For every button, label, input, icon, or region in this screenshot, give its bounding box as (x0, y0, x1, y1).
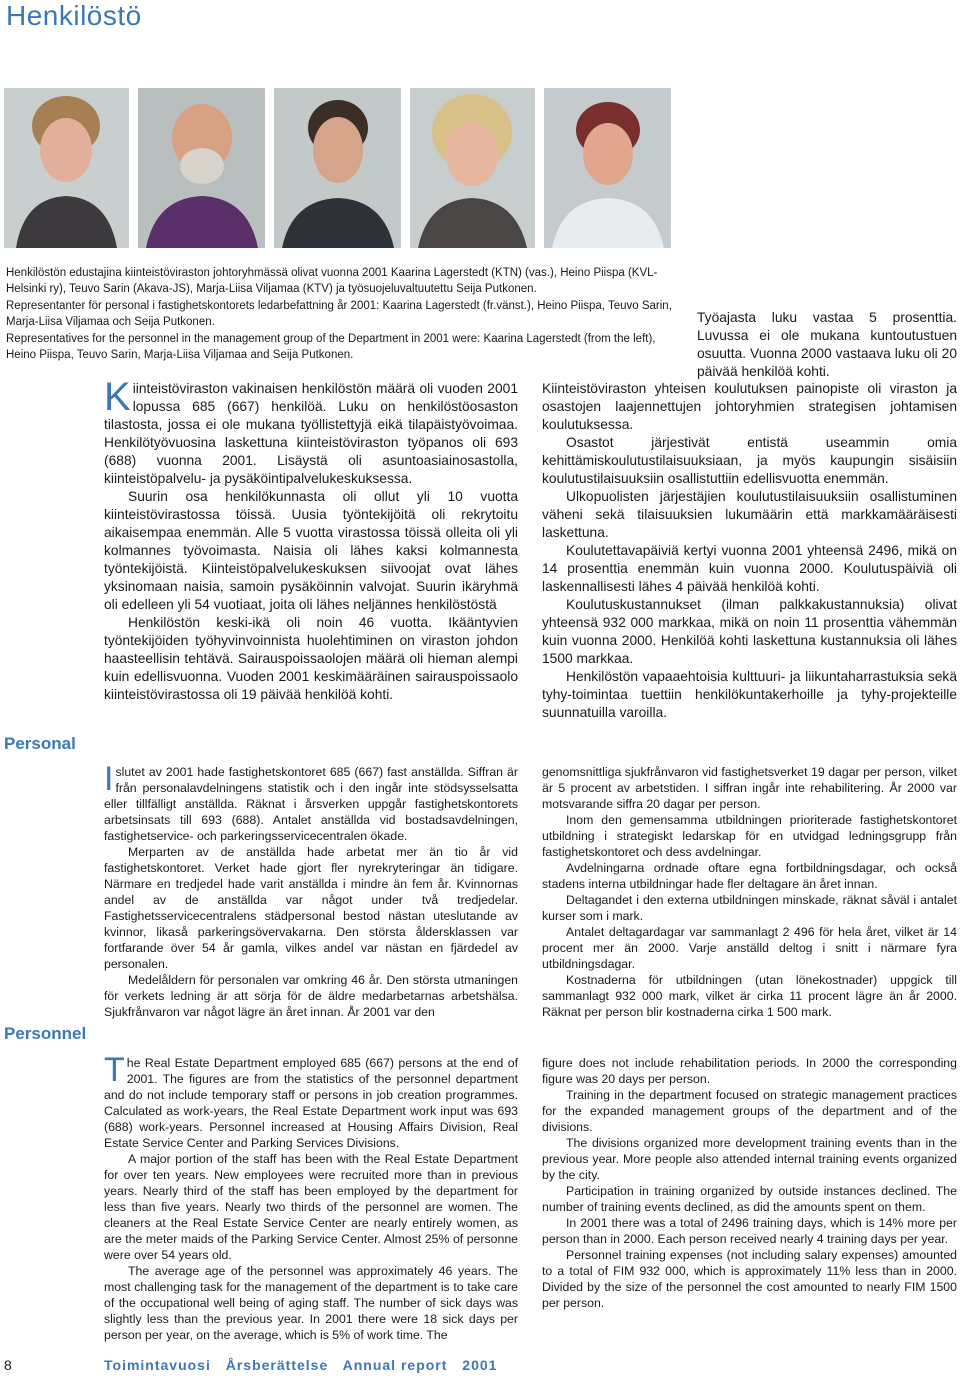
finnish-top-right-text: Työajasta luku vastaa 5 prosenttia. Luvussa ei ole mukana kuntoutustuen osuutta. Vuonna 2000 vastaava luku oli 20 päivää henkilöä kohti. (697, 310, 957, 379)
dropcap-t: T (104, 1051, 125, 1089)
footer (104, 1357, 507, 1373)
swedish-column-1: Islutet av 2001 hade fastighetskontoret 685 (667) fast anställda. Siffran är från personalavdelningens statistik och i den ingår inte stödsysselsatta eller tillfälligt anställda. Räknat i årsverken uppgår fastighetskontorets arbetsinsats till 693 (688). Antalet anställda vid bostadsavdelningen, fastighetservice- och parkeringsservicecentralen ökade. Merparten av de anställda hade arbetat mer än tio år vid fastighetskontoret. Verket hade gjort fler nyrekryteringar än tidigare. Närmare en tredjedel hade varit anställda i mindre än fem år. Kvinnornas andel av de anställda var något under två tredjedelar. Fastighetsservicecentralens städpersonal bestod nästan uteslutande av kvinnor, likaså parkeringsövervakarna. Den största åldersklassen var fortfarande över 54 år gamla, vilkes andel var nästan en fjärdedel av personalen. Medelåldern för personalen var omkring 46 år. Den största utmaningen för verkets ledning är att sörja för de äldre medarbetarnas arbetshälsa. Sjukfrånvaron var något lägre än året innan. År 2001 var den (104, 760, 518, 1019)
caption-english: Representatives for the personnel in the management group of the Department in 2001 were: Kaarina Lagerstedt (from the left), Heino Piispa, Teuvo Sarin, Marja-Liisa Viljamaa and Seija Putkonen. (6, 333, 656, 361)
finnish-column-1: Kiinteistöviraston vakinaisen henkilöstön määrä oli vuoden 2001 lopussa 685 (667) henkilöä. Luku on henkilöstöosaston tilastosta, jossa ei ole mukana työllistettyjä eikä tilapäistyövoimaa. Henkilötyövuosina laskettuna kiinteistöviraston työpanos oli 693 (688) vuonna 2001. Lisäystä oli asuntoasiainosastolla, kiinteistöpalvelu- ja pysäköintipalvelukeskuksessa. Suurin osa henkilökunnasta oli ollut yli 10 vuotta kiinteistövirastossa töissä. Uusia työntekijöitä oli rekrytoitu aikaisempaa enemmän. Alle 5 vuotta virastossa töissä olleita oli yli kolmannes työvoimasta. Naisia oli lähes kaksi kolmannesta työntekijöistä. Kiinteistöpalvelukeskuksen siivoojat ovat lähes yksinomaan naisia, samoin pysäköinnin valvojat. Suurin ikäryhmä oli edelleen yli 54 vuotiaat, joita oli lähes neljännes henkilöstöstä Henkilöstön keski-ikä oli noin 46 vuotta. Ikääntyvien työntekijöiden työhyvinvoinnista huolehtiminen on viraston johdon haasteellisin tehtävä. Sairauspoissaolojen määrä oli hieman alempi kuin edellisvuonna. Vuoden 2001 keskimääräinen sairauspoissaolo kiinteistövirastossa oli 19 päivää henkilöä kohti. (104, 375, 518, 702)
footer-year: 2001 (462, 1357, 498, 1373)
finnish-column-2: Kiinteistöviraston yhteisen koulutuksen painopiste oli viraston ja osastojen laajennettujen johtoryhmien strategisen johtamisen koulutuksessa. Osastot järjestivät entistä useammin omia kehittämiskoulutustilaisuuksiaan, ja myös kaupungin sisäisiin koulutustilaisuuksiin osallistuttiin edellisvuotta enemmän. Ulkopuolisten järjestäjien koulutustilaisuuksiin osallistuminen väheni sekä tilaisuuksien lukumäärin että markkamääräisesti laskettuna. Koulutettavapäiviä kertyi vuonna 2001 yhteensä 2496, mikä on 14 prosenttia enemmän kuin vuonna 2000. Koulutuspäiviä oli laskennallisesti lähes 4 päivää henkilöä kohti. Koulutuskustannukset (ilman palkkakustannuksia) olivat yhteensä 932 000 markkaa, mikä on noin 11 prosenttia vähemmän kuin vuonna 2000. Henkilöä kohti laskettuna kustannuksia oli lähes 1500 markkaa. Henkilöstön vapaaehtoisia kulttuuri- ja liikuntaharrastuksia sekä tyhy-toimintaa tuettiin henkilökuntakerhoille ja tyhy-projekteille suunnatuilla varoilla. (542, 381, 957, 720)
portrait-photo-1 (4, 88, 129, 248)
english-column-2: figure does not include rehabilitation periods. In 2000 the corresponding figure was 20 days per person. Training in the department focused on strategic management practices for the expanded management groups of the department and of the divisions. The divisions organized more development training events than in the previous year. More people also attended internal training events organized by the city. Participation in training organized by outside instances declined. The number of training events declined, as did the amounts spent on them. In 2001 there was a total of 2496 training days, which is 14% more per person than in 2000. Each person received nearly 4 training days per year. Personnel training expenses (not including salary expenses) amounted to a total of FIM 932 000, which is approximately 11% less than in 2000. Divided by the size of the personnel the cost amounted to nearly FIM 1500 per person. (542, 1056, 957, 1310)
page-number: 8 (4, 1357, 12, 1373)
photo-caption (6, 266, 674, 366)
section-label-personnel: Personnel (4, 1024, 87, 1043)
portrait-photo-3 (274, 88, 401, 248)
footer-english: Annual report (342, 1357, 448, 1373)
dropcap-i: I (104, 760, 114, 798)
portrait-photo-5 (544, 88, 671, 248)
caption-swedish: Representanter för personal i fastighetskontorets ledarbefattning år 2001: Kaarina Lagerstedt (fr.vänst.), Heino Piispa, Teuvo Sarin, Marja-Liisa Viljamaa och Seija Putkonen. (6, 300, 672, 328)
section-label-personal: Personal (4, 734, 76, 753)
page-title: Henkilöstö (6, 0, 142, 31)
dropcap-k: K (104, 375, 131, 419)
portrait-photo-4 (410, 88, 535, 248)
caption-finnish: Henkilöstön edustajina kiinteistöviraston johtoryhmässä olivat vuonna 2001 Kaarina Lagerstedt (KTN) (vas.), Heino Piispa (KVL-Helsinki ry), Teuvo Sarin (Akava-JS), Marja-Liisa Viljamaa (KTV) ja työsuojeluvaltuutettu Seija Putkonen. (6, 267, 658, 295)
footer-finnish: Toimintavuosi (104, 1357, 211, 1373)
english-column-1: The Real Estate Department employed 685 (667) persons at the end of 2001. The figures are from the statistics of the personnel department and do not include temporary staff or persons in job creation programmes. Calculated as work-years, the Real Estate Department work input was 693 (688) work-years. Personnel increased at Housing Affairs Division, Real Estate Service Center and Parking Services Divisions. A major portion of the staff has been with the Real Estate Department for over ten years. New employees were recruited more than in previous years. Nearly third of the staff has been employed by the department for less than five years. Nearly two thirds of the personnel are women. The cleaners at the Real Estate Service Center are nearly entirely women, as are the meter maids of the Parking Service Center. Almost 25% of personne were over 54 years old. The average age of the personnel was approximately 46 years. The most challenging task for the management of the department is to take care of the occupational well being of aging staff. The number of sick days was slightly less than the previous year. In 2001 there were 18 sick days per person per year, on the average, which is 5% of work time. The (104, 1051, 518, 1342)
portrait-photo-2 (138, 88, 265, 248)
swedish-column-2: genomsnittliga sjukfrånvaron vid fastighetsverket 19 dagar per person, vilket är 5 procent av arbetstiden. I siffran ingår inte rehabilitering. År 2000 var motsvarande siffra 20 dagar per person. Inom den gemensamma utbildningen prioriterade fastighetskontoret utbildning i strategiskt ledarskap för en utvidgad ledningsgrupp från fastighetskontoret och dess avdelningar. Avdelningarna ordnade oftare egna fortbildningsdagar, och också stadens interna utbildningar hade fler deltagare än året innan. Deltagandet i den externa utbildningen minskade, räknat såväl i antalet kurser som i mark. Antalet deltagardagar var sammanlagt 2 496 för hela året, vilket är 14 procent mer än 2000. Varje anställd deltog i snitt i närmare fyra utbildningsdagar. Kostnaderna för utbildningen (utan lönekostnader) uppgick till sammanlagt 932 000 mark, vilket är cirka 11 procent lägre än år 2000. Räknat per person blir kostnaderna cirka 1 500 mark. (542, 765, 957, 1019)
footer-swedish: Årsberättelse (225, 1357, 329, 1373)
